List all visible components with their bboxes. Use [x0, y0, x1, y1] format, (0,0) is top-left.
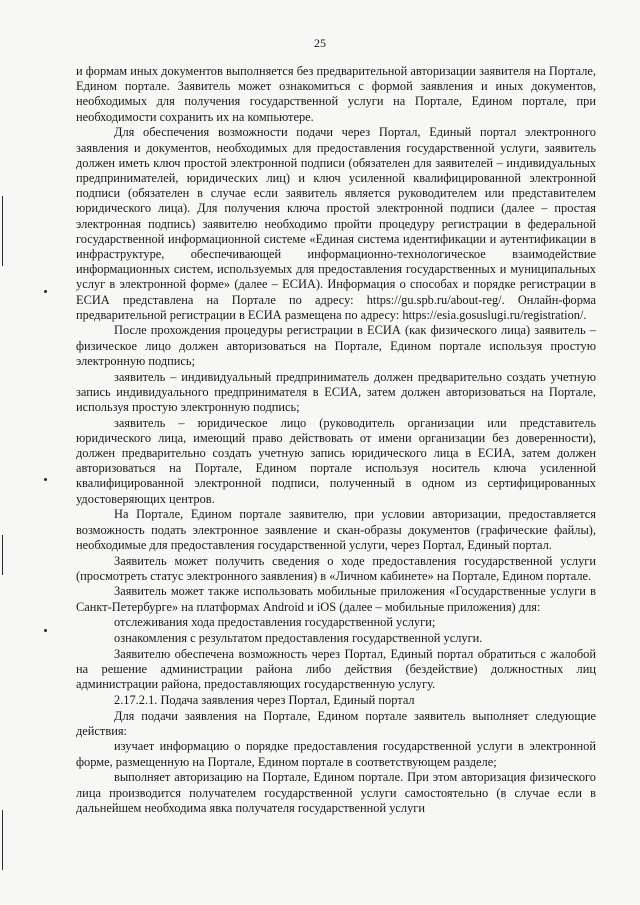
scan-line	[2, 810, 3, 870]
paragraph: и формам иных документов выполняется без предварительной авторизации заявителя на Портале, Едином портале. Заявитель может ознакомиться с формой заявления и иных документов, необходимых для получения государственной услуги на Портале, Едином портале, при необходимости сохранить их на компьютере.	[76, 64, 596, 124]
paragraph: После прохождения процедуры регистрации в ЕСИА (как физического лица) заявитель – физическое лицо должен авторизоваться на Портале, Едином портале используя простую электронную подпись;	[76, 323, 596, 368]
paragraph: Заявитель может получить сведения о ходе предоставления государственной услуги (просмотреть статус электронного заявления) в «Личном кабинете» на Портале, Едином портале.	[76, 553, 596, 583]
page-number: 25	[314, 36, 326, 50]
paragraph: Заявитель может также использовать мобильные приложения «Государственные услуги в Санкт-Петербурге» на платформах Android и iOS (далее – мобильные приложения) для:	[76, 584, 596, 614]
scan-dot	[44, 629, 47, 632]
paragraph: Заявителю обеспечена возможность через Портал, Единый портал обратиться с жалобой на решение администрации района либо действия (бездействие) должностных лиц администрации района, предоставляющих государственную услугу.	[76, 646, 596, 692]
list-item: ознакомления с результатом предоставления государственной услуги.	[114, 631, 483, 646]
list-item: выполняет авторизацию на Портале, Едином портале. При этом авторизация физического лица производится получателем государственной услуги самостоятельно (в случае если в дальнейшем необходима явка получателя государственной услуги	[76, 770, 596, 815]
paragraph: На Портале, Едином портале заявителю, при условии авторизации, предоставляется возможность подать электронное заявление и скан-образы документов (графические файлы), необходимые для предоставления государственной услуги, через Портал, Единый портал.	[76, 507, 596, 552]
paragraph: Для обеспечения возможности подачи через Портал, Единый портал электронного заявления и документов, необходимых для предоставления государственной услуги, заявитель должен иметь ключ простой электронной подписи (обязателен для заявителей – индивидуальных предпринимателей, юридических лиц) и ключ усиленной квалифицированной электронной подписи (обязателен в случае если заявитель является руководителем или представителем юридического лица). Для получения ключа простой электронной подписи (далее – простая электронная подпись) заявителю необходимо пройти процедуру регистрации в федеральной государственной информационной системе «Единая система идентификации и аутентификации в инфраструктуре, обеспечивающей информационно-технологическое взаимодействие информационных систем, используемых для предоставления государственных и муниципальных услуг в электронной форме» (далее – ЕСИА). Информация о способах и порядке регистрации в ЕСИА представлена на Портале по адресу: https://gu.spb.ru/about-reg/. Онлайн-форма предварительной регистрации в ЕСИА размещена по адресу: https://esia.gosuslugi.ru/registration/.	[76, 125, 596, 322]
paragraph: Для подачи заявления на Портале, Едином портале заявитель выполняет следующие действия:	[76, 708, 596, 738]
list-item: отслеживания хода предоставления государственной услуги;	[114, 615, 436, 630]
scan-dot	[44, 290, 47, 293]
section-heading: 2.17.2.1. Подача заявления через Портал, Единый портал	[114, 692, 415, 707]
scan-dot	[44, 478, 47, 481]
paragraph: заявитель – индивидуальный предприниматель должен предварительно создать учетную запись индивидуального предпринимателя в ЕСИА, затем должен авторизоваться на Портале, используя простую электронную подпись;	[76, 369, 596, 414]
scan-line	[2, 196, 3, 266]
list-item: изучает информацию о порядке предоставления государственной услуги в электронной форме, размещенную на Портале, Едином портале в соответствующем разделе;	[76, 739, 596, 769]
paragraph: заявитель – юридическое лицо (руководитель организации или представитель юридического лица, имеющий право действовать от имени организации без доверенности), должен предварительно создать учетную запись юридического лица в ЕСИА, затем должен авторизоваться на Портале, Едином портале используя носитель ключа усиленной квалифицированной электронной подписи, полученный в одном из сертифицированных удостоверяющих центров.	[76, 415, 596, 506]
document-body	[76, 64, 596, 816]
scan-line	[2, 535, 3, 575]
